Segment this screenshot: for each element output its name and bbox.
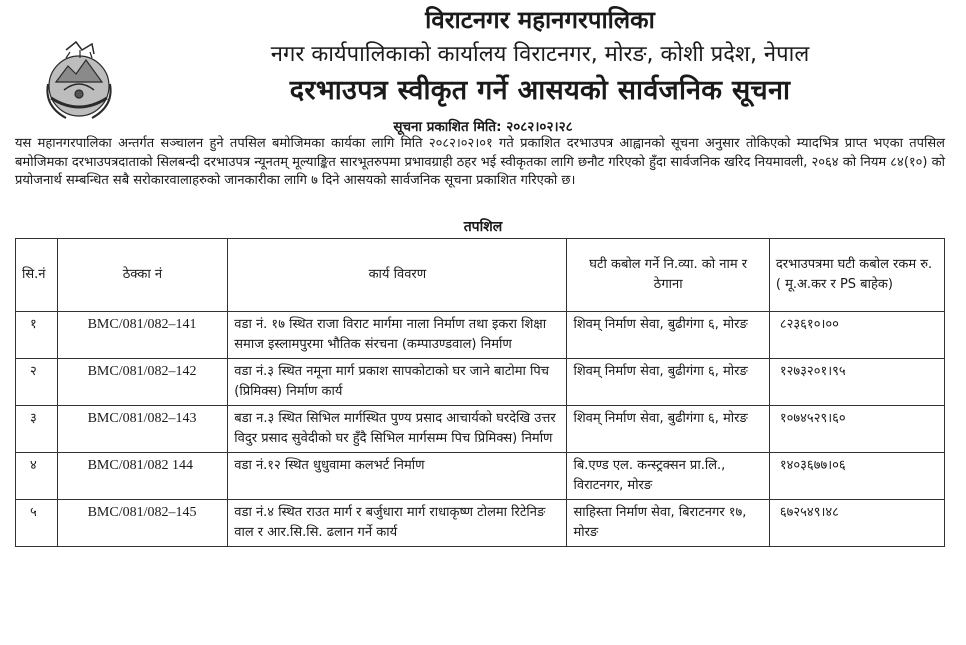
publication-date-line <box>0 118 966 136</box>
header-bidder-name: घटी कबोल गर्ने नि.व्या. को नाम र ठेगाना <box>567 239 769 312</box>
cell-work-description: बडा न.३ स्थित सिभिल मार्गस्थित पुण्य प्रसाद आचार्यको घरदेखि उत्तर विदुर प्रसाद सुवेदीको घर हुँदै सिभिल मार्गसम्म पिच प्रिमिक्स) निर्माण <box>228 406 567 453</box>
table-row <box>16 500 945 547</box>
cell-bid-amount: ६७२५४९।४८ <box>769 500 944 547</box>
cell-serial-number: ३ <box>16 406 58 453</box>
publication-date-label: सूचना प्रकाशित मिति: <box>393 119 502 135</box>
header-contract-number: ठेक्का नं <box>57 239 228 312</box>
publication-date-value: २०८२।०२।२८ <box>506 119 573 135</box>
cell-serial-number: १ <box>16 312 58 359</box>
cell-contract-number: BMC/081/082–145 <box>57 500 228 547</box>
section-title: तपशिल <box>463 219 503 235</box>
cell-bid-amount: १४०३६७७।०६ <box>769 453 944 500</box>
nepal-emblem-icon <box>36 38 122 126</box>
bid-table <box>15 238 945 547</box>
cell-bidder-name: शिवम् निर्माण सेवा, बुढीगंगा ६, मोरङ <box>567 359 769 406</box>
cell-contract-number: BMC/081/082–142 <box>57 359 228 406</box>
table-header-row <box>16 239 945 312</box>
cell-bid-amount: १०७४५२९।६० <box>769 406 944 453</box>
office-address: नगर कार्यपालिकाको कार्यालय विराटनगर, मोरङ, कोशी प्रदेश, नेपाल <box>270 42 810 67</box>
cell-contract-number: BMC/081/082 144 <box>57 453 228 500</box>
cell-serial-number: ४ <box>16 453 58 500</box>
cell-bid-amount: ८२३६१०।०० <box>769 312 944 359</box>
cell-work-description: वडा नं.३ स्थित नमूना मार्ग प्रकाश सापकोटाको घर जाने बाटोमा पिच (प्रिमिक्स) निर्माण कार्य <box>228 359 567 406</box>
cell-bidder-name: शिवम् निर्माण सेवा, बुढीगंगा ६, मोरङ <box>567 406 769 453</box>
cell-contract-number: BMC/081/082–143 <box>57 406 228 453</box>
cell-contract-number: BMC/081/082–141 <box>57 312 228 359</box>
cell-work-description: वडा नं. १७ स्थित राजा विराट मार्गमा नाला निर्माण तथा इकरा शिक्षा समाज इस्लामपुरमा भौतिक संरचना (कम्पाउण्डवाल) निर्माण <box>228 312 567 359</box>
table-row <box>16 312 945 359</box>
cell-work-description: वडा नं.४ स्थित राउत मार्ग र बर्जुधारा मार्ग राधाकृष्ण टोलमा रिटेनिङ वाल र आर.सि.सि. ढलान गर्ने कार्य <box>228 500 567 547</box>
notice-body-text: यस महानगरपालिका अन्तर्गत सञ्चालन हुने तपसिल बमोजिमका कार्यका लागि मिति २०८२।०२।०१ गते प्रकाशित दरभाउपत्र आह्वानको सूचना अनुसार तोकिएको म्यादभित्र प्राप्त भएका तपसिल बमोजिमका दरभाउपत्रदाताको सिलबन्दी दरभाउपत्र न्यूनतम् मूल्याङ्कित सारभूतरुपमा प्रभावग्राही ठहर भई स्वीकृतका लागि छनौट गरिएको हुँदा सार्वजनिक खरिद नियमावली, २०६४ को नियम ८४(१०) को प्रयोजनार्थ सम्बन्धित सबै सरोकारवालाहरुको जानकारीका लागि ७ दिने आसयको सार्वजनिक सूचना प्रकाशित गरिएको छ। <box>15 136 945 188</box>
notice-title: दरभाउपत्र स्वीकृत गर्ने आसयको सार्वजनिक सूचना <box>289 75 791 106</box>
cell-serial-number: ५ <box>16 500 58 547</box>
table-row <box>16 359 945 406</box>
cell-bid-amount: १२७३२०१।९५ <box>769 359 944 406</box>
table-row <box>16 453 945 500</box>
cell-work-description: वडा नं.१२ स्थित धुधुवामा कलभर्ट निर्माण <box>228 453 567 500</box>
header-work-description: कार्य विवरण <box>228 239 567 312</box>
notice-header <box>140 6 940 108</box>
table-row <box>16 406 945 453</box>
cell-bidder-name: बि.एण्ड एल. कन्स्ट्रक्सन प्रा.लि., विराटनगर, मोरङ <box>567 453 769 500</box>
header-serial-number: सि.नं <box>16 239 58 312</box>
cell-bidder-name: साहिस्ता निर्माण सेवा, बिराटनगर १७, मोरङ <box>567 500 769 547</box>
cell-serial-number: २ <box>16 359 58 406</box>
cell-bidder-name: शिवम् निर्माण सेवा, बुढीगंगा ६, मोरङ <box>567 312 769 359</box>
municipality-name: विराटनगर महानगरपालिका <box>425 6 655 34</box>
header-bid-amount: दरभाउपत्रमा घटी कबोल रकम रु. ( मू.अ.कर र PS बाहेक) <box>769 239 944 312</box>
